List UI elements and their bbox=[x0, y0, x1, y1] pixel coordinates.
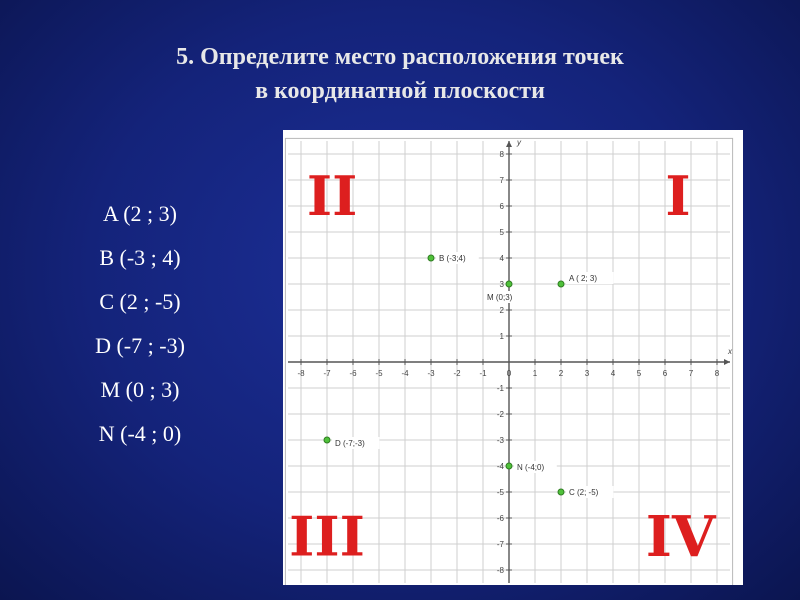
point-list bbox=[40, 192, 240, 456]
point-list-item-n: N (-4 ; 0) bbox=[98, 421, 182, 446]
y-tick-label: -5 bbox=[496, 488, 504, 497]
x-tick-label: -3 bbox=[427, 369, 435, 378]
y-tick-label: 5 bbox=[499, 228, 504, 237]
point-label: D (-7;-3) bbox=[335, 439, 365, 448]
point-marker-c bbox=[558, 489, 564, 495]
x-axis-label: x bbox=[728, 347, 732, 356]
x-tick-label: 1 bbox=[532, 369, 538, 378]
x-tick-label: 4 bbox=[610, 369, 616, 378]
point-list-item-d: D (-7 ; -3) bbox=[95, 333, 185, 358]
x-tick-label: 2 bbox=[558, 369, 564, 378]
y-tick-label: 2 bbox=[499, 306, 504, 315]
quadrant-label-ii: II bbox=[306, 163, 358, 228]
point-marker-a bbox=[558, 281, 564, 287]
x-tick-label: -6 bbox=[349, 369, 357, 378]
slide-title bbox=[40, 40, 760, 108]
x-tick-label: -8 bbox=[297, 369, 305, 378]
point-marker-b bbox=[428, 255, 434, 261]
point-label: N (-4;0) bbox=[517, 463, 545, 472]
x-tick-label: -4 bbox=[401, 369, 409, 378]
quadrant-label-iv: IV bbox=[645, 504, 716, 571]
coordinate-plane-panel bbox=[283, 130, 743, 585]
y-tick-label: -2 bbox=[496, 410, 504, 419]
y-tick-label: -7 bbox=[496, 540, 504, 549]
y-axis-arrow bbox=[506, 141, 512, 147]
x-tick-label: -2 bbox=[453, 369, 461, 378]
point-label: B (-3;4) bbox=[439, 254, 466, 263]
y-tick-label: 3 bbox=[499, 280, 504, 289]
coordinate-plane bbox=[283, 130, 743, 585]
y-axis-label: y bbox=[517, 138, 521, 147]
y-tick-label: -3 bbox=[496, 436, 504, 445]
quadrant-label-i: I bbox=[665, 163, 691, 228]
point-marker-n bbox=[506, 463, 512, 469]
slide-title-line-2: в координатной плоскости bbox=[255, 78, 545, 104]
slide-title-line-1: 5. Определите место расположения точек bbox=[176, 44, 624, 70]
x-tick-label: 3 bbox=[584, 369, 590, 378]
x-tick-label: 6 bbox=[662, 369, 668, 378]
y-tick-label: -4 bbox=[496, 462, 504, 471]
y-tick-label: 4 bbox=[499, 254, 504, 263]
quadrant-label-iii: III bbox=[289, 504, 365, 569]
y-tick-label: -1 bbox=[496, 384, 504, 393]
y-tick-label: 6 bbox=[499, 202, 504, 211]
point-list-item-b: B (-3 ; 4) bbox=[99, 245, 181, 270]
x-tick-label: 0 bbox=[506, 369, 512, 378]
y-tick-label: 7 bbox=[499, 176, 504, 185]
point-list-item-a: A (2 ; 3) bbox=[103, 201, 177, 226]
x-tick-label: 7 bbox=[688, 369, 694, 378]
point-list-item-m: M (0 ; 3) bbox=[100, 377, 180, 402]
y-tick-label: -8 bbox=[496, 566, 504, 575]
point-marker-m bbox=[506, 281, 512, 287]
y-tick-label: -6 bbox=[496, 514, 504, 523]
y-tick-label: 1 bbox=[499, 332, 504, 341]
x-tick-label: 5 bbox=[636, 369, 642, 378]
point-marker-d bbox=[324, 437, 330, 443]
x-tick-label: 8 bbox=[714, 369, 720, 378]
y-tick-label: 8 bbox=[499, 150, 504, 159]
x-axis-arrow bbox=[724, 359, 730, 365]
x-tick-label: -1 bbox=[479, 369, 487, 378]
x-tick-label: -7 bbox=[323, 369, 331, 378]
point-label: C (2; -5) bbox=[569, 488, 599, 497]
x-tick-label: -5 bbox=[375, 369, 383, 378]
point-label: M (0;3) bbox=[487, 293, 513, 302]
point-list-item-c: C (2 ; -5) bbox=[99, 289, 181, 314]
point-label: A ( 2; 3) bbox=[569, 274, 598, 283]
